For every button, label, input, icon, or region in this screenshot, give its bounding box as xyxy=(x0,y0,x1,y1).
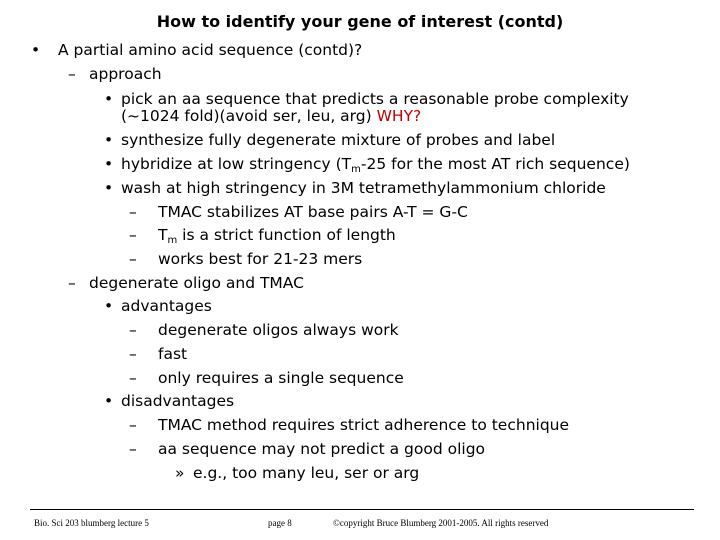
tm-subscript: m xyxy=(351,164,361,175)
dash-marker: – xyxy=(129,321,137,339)
outline-item-may-not-predict: aa sequence may not predict a good oligo xyxy=(158,440,486,458)
outline-item-pick-sequence: pick an aa sequence that predicts a reasonable probe complexity xyxy=(121,90,629,108)
dash-marker: – xyxy=(68,274,76,292)
outline-item-approach: approach xyxy=(89,65,162,83)
dash-marker: – xyxy=(129,369,137,387)
raquo-marker: » xyxy=(175,464,185,482)
bullet-marker: • xyxy=(104,131,114,149)
dash-marker: – xyxy=(68,65,76,83)
tm-text: T xyxy=(158,226,168,244)
bullet-marker: • xyxy=(104,90,114,108)
hybridize-text-cont: -25 for the most AT rich sequence) xyxy=(360,155,630,173)
outline-item-works-best: works best for 21-23 mers xyxy=(158,250,363,268)
outline-item-tmac-stabilizes: TMAC stabilizes AT base pairs A-T = G-C xyxy=(158,203,468,221)
bullet-marker: • xyxy=(104,297,114,315)
footer-copyright: ©copyright Bruce Blumberg 2001-2005. All rights reserved xyxy=(333,518,549,528)
bullet-marker: • xyxy=(104,155,114,173)
dash-marker: – xyxy=(129,440,137,458)
outline-item-wash: wash at high stringency in 3M tetramethylammonium chloride xyxy=(121,179,606,197)
outline-item-pick-sequence-cont xyxy=(121,106,421,126)
slide-title: How to identify your gene of interest (contd) xyxy=(156,12,564,31)
outline-item-always-work: degenerate oligos always work xyxy=(158,321,399,339)
outline-item-hybridize xyxy=(121,154,630,180)
bullet-marker: • xyxy=(104,179,114,197)
footer-page-number: page 8 xyxy=(268,518,292,528)
dash-marker: – xyxy=(129,203,137,221)
dash-marker: – xyxy=(129,250,137,268)
outline-item-synthesize: synthesize fully degenerate mixture of probes and label xyxy=(121,131,556,149)
outline-item-partial-sequence: A partial amino acid sequence (contd)? xyxy=(58,41,363,59)
outline-item-disadvantages: disadvantages xyxy=(121,392,235,410)
footer-course: Bio. Sci 203 blumberg lecture 5 xyxy=(34,518,149,528)
outline-item-tm-length xyxy=(158,225,396,251)
dash-marker: – xyxy=(129,226,137,244)
outline-item-example: e.g., too many leu, ser or arg xyxy=(193,464,420,482)
outline-item-degenerate-tmac: degenerate oligo and TMAC xyxy=(89,274,304,292)
outline-item-fast: fast xyxy=(158,345,188,363)
outline-item-strict-adherence: TMAC method requires strict adherence to technique xyxy=(158,416,570,434)
outline-item-single-sequence: only requires a single sequence xyxy=(158,369,404,387)
outline-item-advantages: advantages xyxy=(121,297,212,315)
bullet-marker: • xyxy=(104,392,114,410)
footer-divider xyxy=(30,509,694,510)
dash-marker: – xyxy=(129,345,137,363)
bullet-marker: • xyxy=(31,41,41,59)
why-highlight: WHY? xyxy=(376,107,422,125)
tm-text-cont: is a strict function of length xyxy=(177,226,396,244)
dash-marker: – xyxy=(129,416,137,434)
hybridize-text: hybridize at low stringency (T xyxy=(121,155,352,173)
tm-subscript: m xyxy=(167,235,178,246)
fold-text: (~1024 fold)(avoid ser, leu, arg) xyxy=(121,107,377,125)
